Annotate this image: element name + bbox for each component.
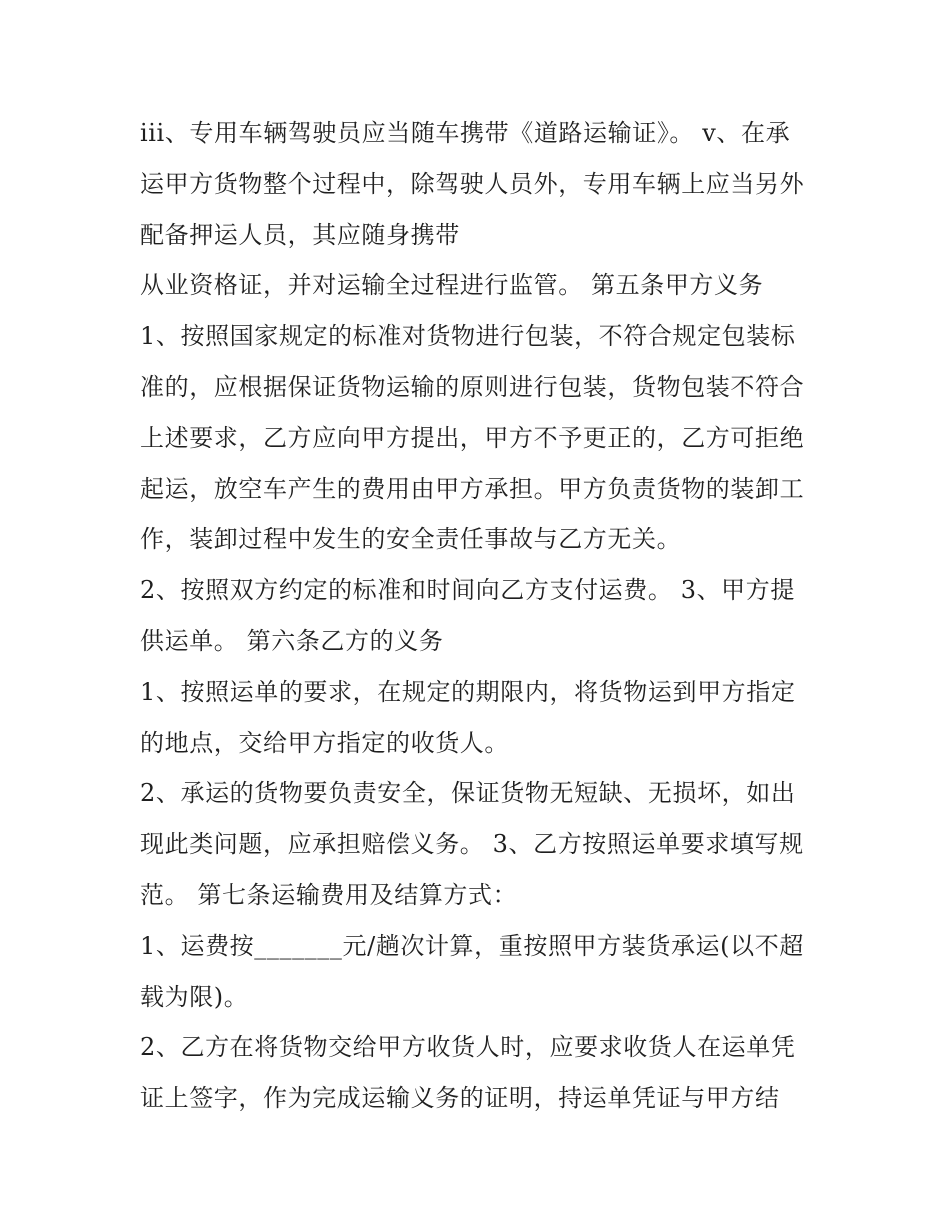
text-line-13: 的地点，交给甲方指定的收货人。 xyxy=(140,728,509,757)
document-body xyxy=(140,108,820,1124)
text-line-18: 载为限)。 xyxy=(140,982,249,1011)
text-line-9: 作，装卸过程中发生的安全责任事故与乙方无关。 xyxy=(140,525,682,554)
text-line-1: iii、专用车辆驾驶员应当随车携带《道路运输证》。 v、在承 xyxy=(140,119,791,147)
text-line-8: 起运，放空车产生的费用由甲方承担。甲方负责货物的装卸工 xyxy=(140,474,805,503)
text-line-14: 2、承运的货物要负责安全，保证货物无短缺、无损坏，如出 xyxy=(140,779,796,808)
text-line-19: 2、乙方在将货物交给甲方收货人时，应要求收货人在运单凭 xyxy=(140,1033,796,1062)
text-line-2: 运甲方货物整个过程中，除驾驶人员外，专用车辆上应当另外 xyxy=(140,169,805,198)
text-line-7: 上述要求，乙方应向甲方提出，甲方不予更正的，乙方可拒绝 xyxy=(140,423,805,452)
text-line-3: 配备押运人员，其应随身携带 xyxy=(140,220,460,249)
text-line-4: 从业资格证，并对运输全过程进行监管。 第五条甲方义务 xyxy=(140,271,764,300)
text-line-6: 准的，应根据保证货物运输的原则进行包装，货物包装不符合 xyxy=(140,372,805,401)
text-line-17: 1、运费按_______元/趟次计算，重按照甲方装货承运(以不超 xyxy=(140,931,804,960)
text-line-15: 现此类问题，应承担赔偿义务。 3、乙方按照运单要求填写规 xyxy=(140,830,804,859)
text-line-11: 供运单。 第六条乙方的义务 xyxy=(140,626,444,655)
text-line-5: 1、按照国家规定的标准对货物进行包装，不符合规定包装标 xyxy=(140,322,796,351)
text-line-10: 2、按照双方约定的标准和时间向乙方支付运费。 3、甲方提 xyxy=(140,576,795,605)
text-line-20: 证上签字，作为完成运输义务的证明，持运单凭证与甲方结 xyxy=(140,1084,780,1113)
text-line-12: 1、按照运单的要求，在规定的期限内，将货物运到甲方指定 xyxy=(140,677,796,706)
text-line-16: 范。 第七条运输费用及结算方式： xyxy=(140,880,518,909)
